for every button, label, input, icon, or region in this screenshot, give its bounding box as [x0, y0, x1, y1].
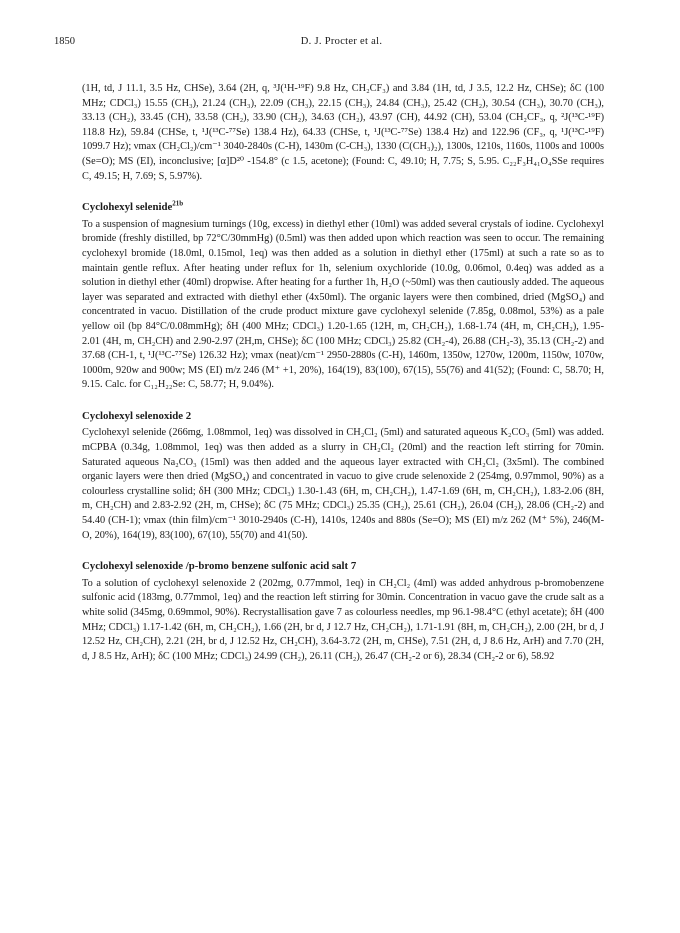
paragraph: To a suspension of magnesium turnings (10g, excess) in diethyl ether (10ml) was added several crystals of iodine. Cyclohexyl bromide (freshly distilled, bp 72°C/30mmHg) (0.5ml) was then added upon which reaction was seen to occur. The remaining cyclohexyl bromide (18.0ml, 0.15mol, 1eq) was then added as a solution in diethyl ether (175ml) at such a rate so as to maintain gentle reflux. After heating under reflux for 1h, selenium oxychloride (10.0g, 0.06mol, 0.4eq) was added as a solution in diethyl ether (40ml) dropwise. After heating for a further 1h, H₂O (~50ml) was then cautiously added. The aqueous layer was separated and extracted with diethyl ether (4x50ml). The organic layers were then combined, dried (MgSO₄) and concentrated in vacuo. Distillation of the crude product mixture gave cyclohexyl selenide (7.85g, 0.08mol, 53%) as a pale yellow oil (bp 84°C/0.08mmHg); δH (400 MHz; CDCl₃) 1.20-1.65 (12H, m, CH₂CH₂), 1.68-1.74 (4H, m, CH₂CH₂), 1.95-2.01 (4H, m, CH₂CH) and 2.90-2.97 (2H,m, CHSe); δC (100 MHz; CDCl₃) 25.82 (CH₂-4), 26.88 (CH₂-3), 35.13 (CH₂-2) and 37.68 (CH-1, t, ¹J(¹³C-⁷⁷Se) 126.32 Hz); νmax (neat)/cm⁻¹ 2950-2880s (C-H), 1460m, 1350w, 1270w, 1200m, 1150w, 1070w, 1000m, 920w and 900w; MS (EI) m/z 246 (M⁺ +1, 20%), 164(19), 83(100), 67(15), 55(76) and 41(52); (Found: C, 58.70; H, 9.15. Calc. for C₁₂H₂₂Se: C, 58.77; H, 9.04%). [82, 218, 604, 391]
running-head [54, 36, 629, 50]
section-cyclohexyl-selenoxide [82, 409, 604, 543]
paragraph: Cyclohexyl selenide (266mg, 1.08mmol, 1eq) was dissolved in CH₂Cl₂ (5ml) and saturated aqueous K₂CO₃ (5ml) was added. mCPBA (0.34g, 1.08mmol, 1eq) was then added as a slurry in CH₂Cl₂ (20ml) and the reaction left stirring for 70min. Saturated aqueous Na₂CO₃ (15ml) was then added and the aqueous layer extracted with CH₂Cl₂ (3x5ml). The combined organic layers were then dried (MgSO₄) and concentrated in vacuo to give crude selenoxide 2 (254mg, 0.97mmol, 90%) as a colourless crystalline solid; δH (300 MHz; CDCl₃) 1.30-1.43 (6H, m, CH₂CH₂), 1.47-1.69 (6H, m, CH₂CH₂), 1.83-2.06 (8H, m, CH₂CH) and 2.83-2.92 (2H, m, CHSe); δC (75 MHz; CDCl₃) 25.35 (CH₂), 25.61 (CH₂), 26.04 (CH₂), 28.06 (CH₂-2) and 54.40 (CH-1); νmax (thin film)/cm⁻¹ 3010-2940s (C-H), 1410s, 1240s and 880s (Se=O); MS (EI) m/z 262 (M⁺ 5%), 246(M-O, 20%), 164(19), 83(100), 67(10), 55(70) and 41(50). [82, 427, 604, 541]
section-selenoxide-salt [82, 559, 604, 664]
paragraph: (1H, td, J 11.1, 3.5 Hz, CHSe), 3.64 (2H, q, ³J(¹H-¹⁹F) 9.8 Hz, CH₂CF₃) and 3.84 (1H, td, J 3.5, 12.2 Hz, CHSe); δC (100 MHz; CDCl₃) 15.55 (CH₃), 21.24 (CH₃), 22.09 (CH₃), 22.15 (CH₃), 24.84 (CH₃), 25.42 (CH₂), 30.54 (CH₃), 30.70 (CH₃), 33.13 (CH₂), 33.45 (CH), 33.58 (CH₂), 33.90 (CH₂), 34.63 (CH₂), 43.97 (CH), 44.92 (CH), 53.04 (CH₂CF₃, q, ²J(¹³C-¹⁹F) 118.8 Hz), 59.84 (CHSe, t, ¹J(¹³C-⁷⁷Se) 138.4 Hz), 64.33 (CHSe, t, ¹J(¹³C-⁷⁷Se) 138.4 Hz) and 122.96 (CF₃, q, ¹J(¹³C-¹⁹F) 1099.7 Hz); νmax (CH₂Cl₂)/cm⁻¹ 3040-2840s (C-H), 1430m (C-CH₃), 1330 (C(CH₃)₂), 1300s, 1210s, 1160s, 1100s and 1000s (Se=O); MS (EI), inconclusive; [α]D²⁰ -154.8° (c 1.5, acetone); (Found: C, 49.10; H, 7.75; S, 5.95. C₂₂F₃H₄₁O₄SSe requires C, 49.15; H, 7.69; S, 5.97%). [82, 83, 604, 182]
section-heading: Cyclohexyl selenoxide /p-bromo benzene sulfonic acid salt 7 [82, 560, 357, 573]
heading-reference: 21b [172, 199, 184, 208]
section-continued-data [82, 82, 604, 184]
heading-text: Cyclohexyl selenide [82, 201, 173, 214]
section-heading: Cyclohexyl selenoxide 2 [82, 409, 192, 422]
paragraph: To a solution of cyclohexyl selenoxide 2 (202mg, 0.77mmol, 1eq) in CH₂Cl₂ (4ml) was added anhydrous p-bromobenzene sulfonic acid (183mg, 0.77mmol, 1eq) and the reaction left stirring for 30min. Concentration in vacuo gave the crude salt as a white solid (345mg, 0.69mmol, 90%). Recrystallisation gave 7 as colourless needles, mp 96.1-98.4°C (ethyl acetate); δH (400 MHz; CDCl₃) 1.17-1.42 (6H, m, CH₂CH₂), 1.66 (2H, br d, J 12.7 Hz, CH₂CH₂), 1.71-1.91 (8H, m, CH₂CH₂), 2.00 (2H, br d, J 12.52 Hz, CH₂CH), 2.21 (2H, br d, J 12.52 Hz, CH₂CH), 3.64-3.72 (2H, m, CHSe), 7.51 (2H, d, J 8.6 Hz, ArH) and 7.70 (2H, d, J 8.5 Hz, ArH); δC (100 MHz; CDCl₃) 24.99 (CH₂), 26.11 (CH₂), 26.47 (CH₂-2 or 6), 28.34 (CH₂-2 or 6), 58.92 [82, 577, 604, 662]
running-title: D. J. Procter et al. [300, 36, 383, 47]
section-cyclohexyl-selenide [82, 200, 604, 393]
page-number: 1850 [54, 36, 75, 47]
section-heading [82, 200, 604, 215]
article-body [82, 82, 604, 680]
